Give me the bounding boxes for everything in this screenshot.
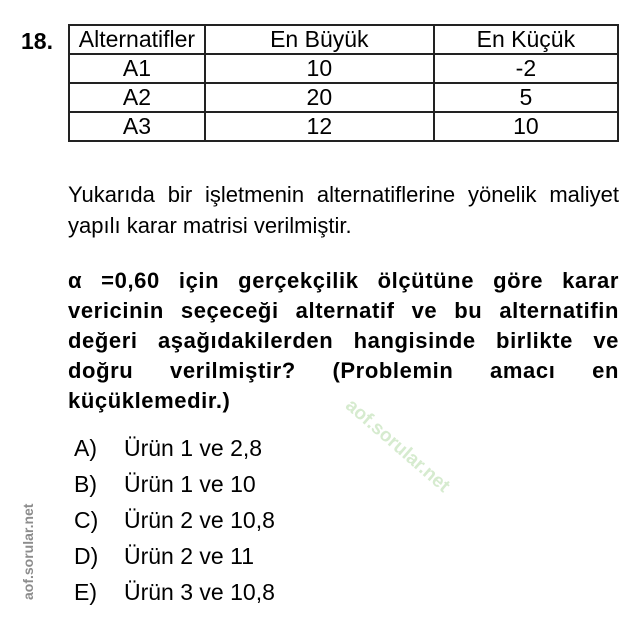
- option-e[interactable]: [74, 574, 275, 610]
- cell-max: 20: [205, 83, 434, 112]
- option-text: Ürün 1 ve 2,8: [124, 435, 263, 461]
- table-header-row: [69, 25, 618, 54]
- cell-max: 12: [205, 112, 434, 141]
- option-text: Ürün 3 ve 10,8: [124, 579, 275, 605]
- header-max: En Büyük: [205, 25, 434, 54]
- option-text: Ürün 2 ve 11: [124, 543, 254, 569]
- watermark-diagonal: aof.sorular.net: [341, 395, 454, 497]
- cell-min: 5: [434, 83, 618, 112]
- cell-alternative: A1: [69, 54, 205, 83]
- option-letter: C): [74, 507, 99, 533]
- option-letter: A): [74, 435, 97, 461]
- option-c[interactable]: [74, 502, 275, 538]
- cell-min: 10: [434, 112, 618, 141]
- option-letter: D): [74, 543, 99, 569]
- option-d[interactable]: [74, 538, 275, 574]
- decision-matrix-table: [68, 24, 619, 142]
- question-intro: Yukarıda bir işletmenin alternatiflerine yönelik maliyet yapılı karar matrisi verilmiştir.: [68, 182, 619, 238]
- table-row: [69, 54, 618, 83]
- cell-max: 10: [205, 54, 434, 83]
- question-prompt: α =0,60 için gerçekçilik ölçütüne göre karar vericinin seçeceği alternatif ve bu alternatifin değeri aşağıdakilerden hangisinde birlikte ve doğru verilmiştir? (Problemin amacı en küçüklemedir.): [68, 268, 619, 413]
- answer-options: [74, 430, 275, 610]
- option-letter: B): [74, 471, 97, 497]
- cell-min: -2: [434, 54, 618, 83]
- question-number: 18.: [21, 28, 53, 54]
- option-b[interactable]: [74, 466, 275, 502]
- option-a[interactable]: [74, 430, 275, 466]
- table-row: [69, 112, 618, 141]
- cell-alternative: A2: [69, 83, 205, 112]
- cell-alternative: A3: [69, 112, 205, 141]
- header-alternatives: Alternatifler: [69, 25, 205, 54]
- header-min: En Küçük: [434, 25, 618, 54]
- option-text: Ürün 2 ve 10,8: [124, 507, 275, 533]
- table-row: [69, 83, 618, 112]
- option-text: Ürün 1 ve 10: [124, 471, 256, 497]
- option-letter: E): [74, 579, 97, 605]
- watermark-side: aof.sorular.net: [20, 503, 36, 600]
